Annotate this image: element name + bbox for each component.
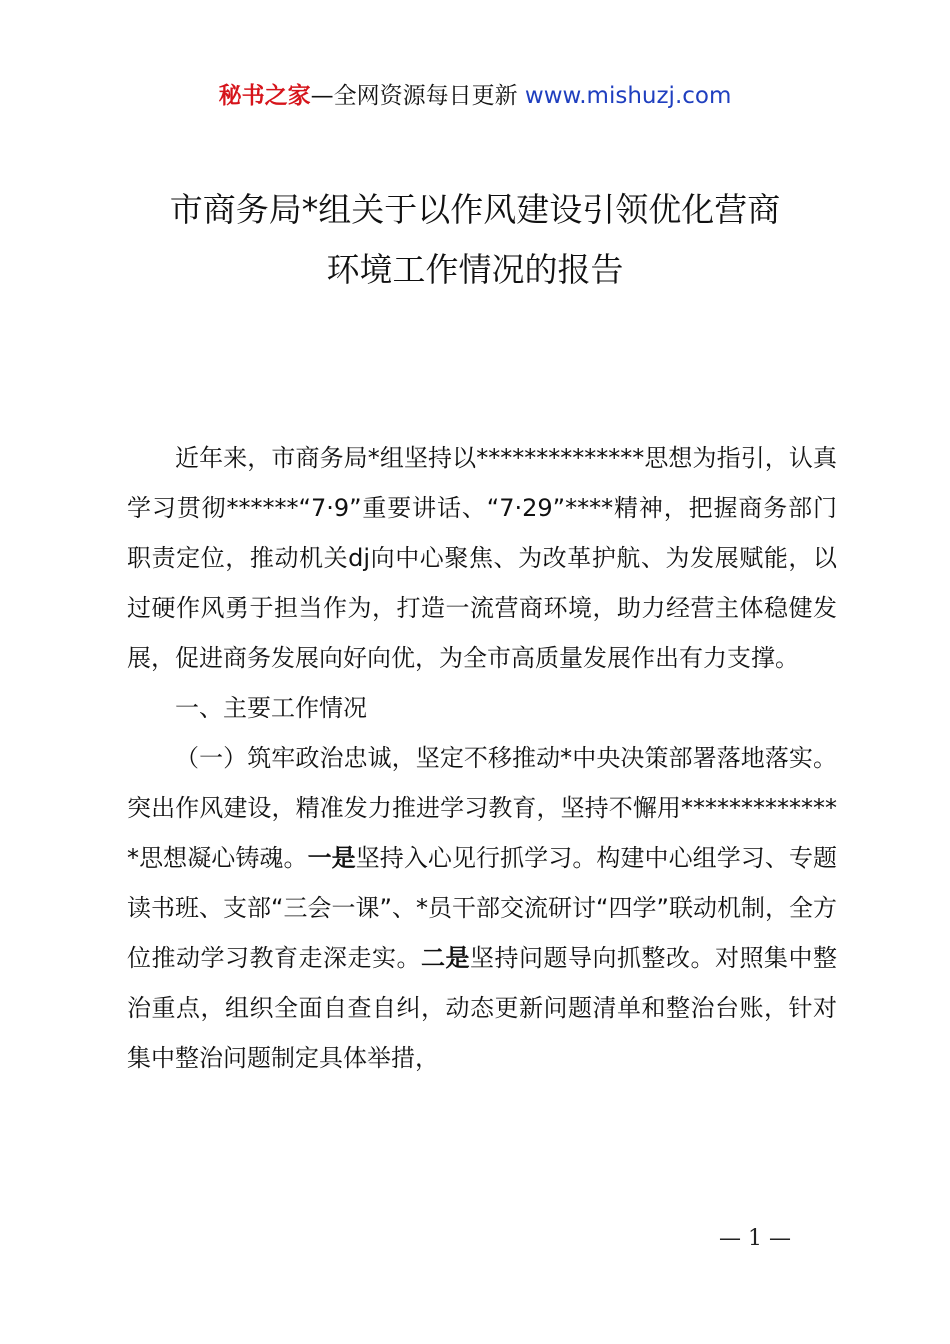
point-1-label: 一是 bbox=[307, 844, 356, 872]
intro-paragraph: 近年来，市商务局*组坚持以**************思想为指引，认真学习贯彻******“7·9”重要讲话、“7·29”****精神，把握商务部门职责定位，推动机关dj向中心聚焦、为改革护航、为发展赋能，以过硬作风勇于担当作为，打造一流营商环境，助力经营主体稳健发展，促进商务发展向好向优，为全市高质量发展作出有力支撑。 bbox=[127, 444, 837, 672]
site-url-link[interactable]: www.mishuzj.com bbox=[524, 83, 732, 109]
title-line-2: 环境工作情况的报告 bbox=[326, 250, 624, 289]
header-tagline: —全网资源每日更新 bbox=[310, 83, 518, 109]
title-line-1: 市商务局*组关于以作风建设引领优化营商 bbox=[169, 190, 781, 229]
subsection-1-paragraph bbox=[127, 733, 837, 1083]
document-body bbox=[127, 433, 837, 1083]
document-title bbox=[0, 180, 950, 300]
point-2-label: 二是 bbox=[421, 944, 470, 972]
subsection-1-lead: （一）筑牢政治忠诚，坚定不移推动*中央决策部署落地落实。突出作风建设，精准发力推进学习教育，坚持不懈用**************思想凝心铸魂。 bbox=[127, 744, 837, 872]
page-number: — 1 — bbox=[719, 1226, 791, 1251]
point-2-text: 坚持问题导向抓整改。对照集中整治重点，组织全面自查自纠，动态更新问题清单和整治台账，针对集中整治问题制定具体举措， bbox=[127, 944, 837, 1072]
brand-name: 秘书之家 bbox=[218, 83, 311, 109]
section-heading-main-work: 一、主要工作情况 bbox=[175, 694, 367, 722]
site-header bbox=[0, 80, 950, 112]
point-1-text: 坚持入心见行抓学习。构建中心组学习、专题读书班、支部“三会一课”、*员干部交流研讨“四学”联动机制，全方位推动学习教育走深走实。 bbox=[127, 844, 838, 972]
